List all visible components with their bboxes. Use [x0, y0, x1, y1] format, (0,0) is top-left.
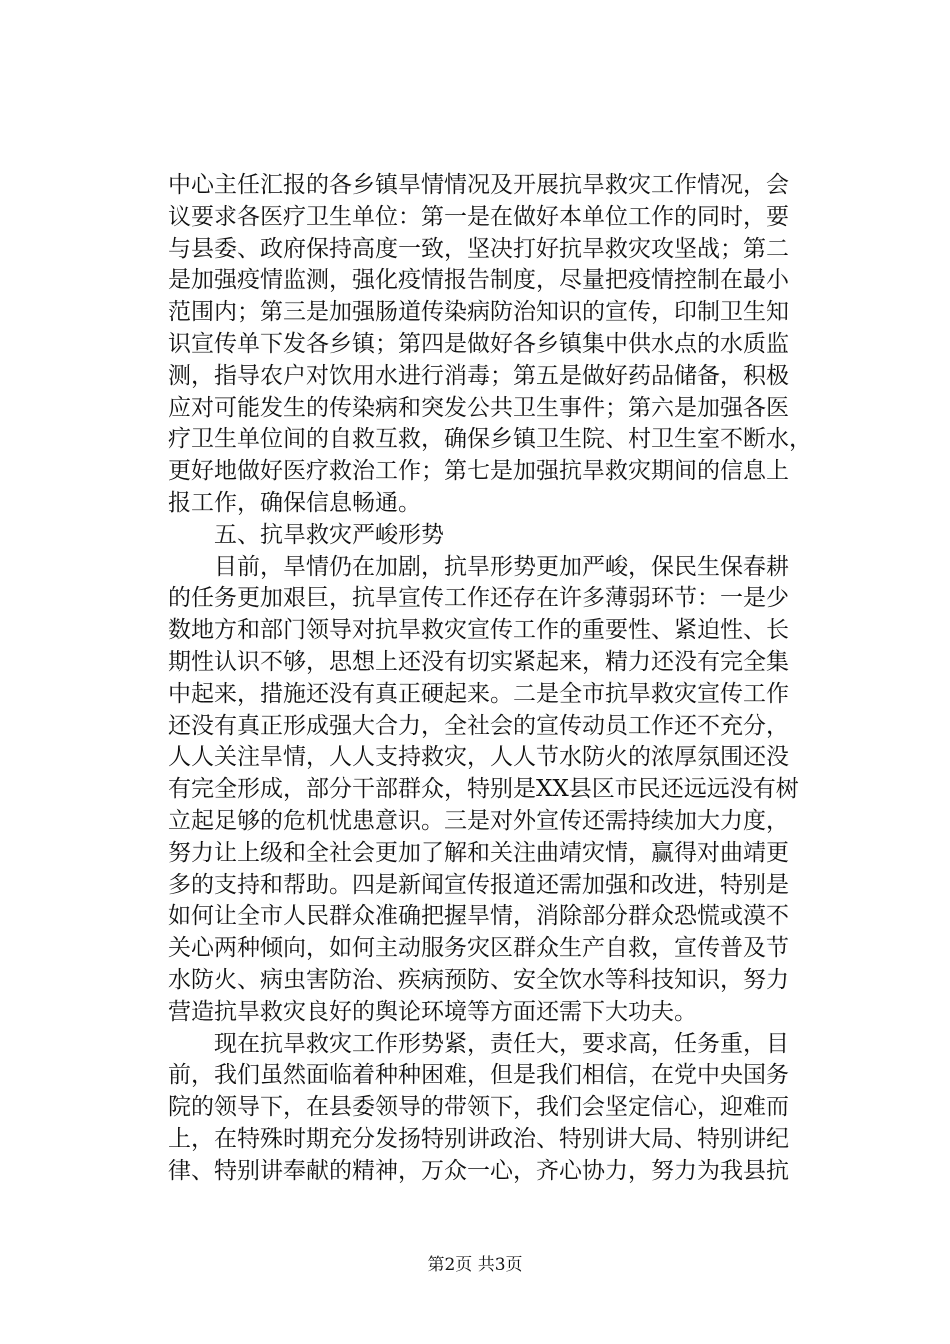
text-line: 议要求各医疗卫生单位：第一是在做好本单位工作的同时，要 [168, 203, 789, 230]
text-line: 水防火、病虫害防治、疾病预防、安全饮水等科技知识，努力 [168, 966, 789, 993]
text-line: 中起来，措施还没有真正硬起来。二是全市抗旱救灾宣传工作 [168, 680, 789, 707]
text-line: 有完全形成，部分干部群众，特别是XX县区市民还远远没有树 [168, 776, 799, 803]
text-line: 期性认识不够，思想上还没有切实紧起来，精力还没有完全集 [168, 648, 789, 675]
body-text [168, 170, 812, 1188]
text-line: 范围内；第三是加强肠道传染病防治知识的宣传，印制卫生知 [168, 299, 789, 326]
text-line: 努力让上级和全社会更加了解和关注曲靖灾情，赢得对曲靖更 [168, 839, 789, 866]
text-line: 识宣传单下发各乡镇；第四是做好各乡镇集中供水点的水质监 [168, 330, 789, 357]
text-line: 与县委、政府保持高度一致，坚决打好抗旱救灾攻坚战；第二 [168, 235, 789, 262]
text-line: 的任务更加艰巨，抗旱宣传工作还存在许多薄弱环节：一是少 [168, 585, 789, 612]
text-line: 前，我们虽然面临着种种困难，但是我们相信，在党中央国务 [168, 1062, 789, 1089]
section-heading: 五、抗旱救灾严峻形势 [214, 521, 444, 548]
page-footer: 第2页 共3页 [427, 1255, 523, 1275]
text-line: 营造抗旱救灾良好的舆论环境等方面还需下大功夫。 [168, 998, 697, 1025]
text-line: 关心两种倾向，如何主动服务灾区群众生产自救，宣传普及节 [168, 935, 789, 962]
text-line: 上，在特殊时期充分发扬特别讲政治、特别讲大局、特别讲纪 [168, 1125, 789, 1152]
text-line: 立起足够的危机忧患意识。三是对外宣传还需持续加大力度， [168, 807, 789, 834]
text-line: 还没有真正形成强大合力，全社会的宣传动员工作还不充分， [168, 712, 789, 739]
text-line: 人人关注旱情，人人支持救灾，人人节水防火的浓厚氛围还没 [168, 744, 789, 771]
text-line: 目前，旱情仍在加剧，抗旱形势更加严峻，保民生保春耕 [214, 553, 789, 580]
text-line: 应对可能发生的传染病和突发公共卫生事件；第六是加强各医 [168, 394, 789, 421]
text-line: 是加强疫情监测，强化疫情报告制度，尽量把疫情控制在最小 [168, 267, 789, 294]
text-line: 数地方和部门领导对抗旱救灾宣传工作的重要性、紧迫性、长 [168, 617, 789, 644]
text-line: 多的支持和帮助。四是新闻宣传报道还需加强和改进，特别是 [168, 871, 789, 898]
text-line: 如何让全市人民群众准确把握旱情，消除部分群众恐慌或漠不 [168, 903, 789, 930]
text-line: 中心主任汇报的各乡镇旱情情况及开展抗旱救灾工作情况，会 [168, 172, 789, 198]
text-line: 更好地做好医疗救治工作；第七是加强抗旱救灾期间的信息上 [168, 458, 789, 485]
text-line: 疗卫生单位间的自救互救，确保乡镇卫生院、村卫生室不断水， [168, 426, 812, 453]
text-line: 测，指导农户对饮用水进行消毒；第五是做好药品储备，积极 [168, 362, 789, 389]
text-line: 律、特别讲奉献的精神，万众一心，齐心协力，努力为我县抗 [168, 1157, 789, 1184]
text-line: 报工作，确保信息畅通。 [168, 489, 421, 516]
text-line: 院的领导下，在县委领导的带领下，我们会坚定信心，迎难而 [168, 1094, 789, 1121]
text-line: 现在抗旱救灾工作形势紧，责任大，要求高，任务重，目 [214, 1030, 789, 1057]
